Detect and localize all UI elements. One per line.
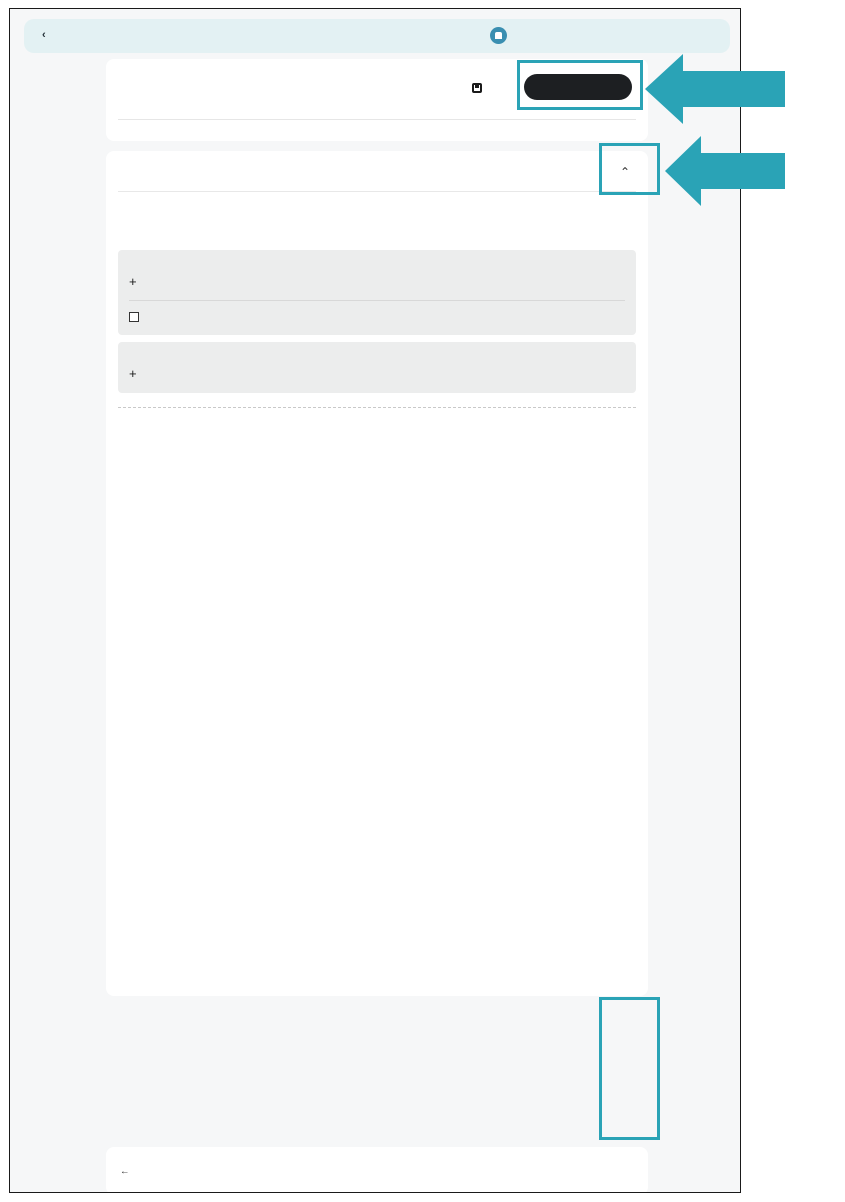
add-format-button[interactable] bbox=[129, 366, 142, 381]
submit-highlight-box bbox=[517, 60, 643, 110]
org-logo-icon bbox=[490, 27, 507, 44]
chevron-up-icon[interactable]: ⌃ bbox=[620, 165, 631, 179]
back-link[interactable] bbox=[42, 29, 52, 41]
previous-step-button[interactable] bbox=[120, 1166, 136, 1177]
dashed-divider bbox=[118, 407, 636, 408]
other-academic-content-checkbox[interactable] bbox=[129, 312, 146, 322]
collapse-highlight-box bbox=[599, 143, 660, 195]
app-window bbox=[9, 8, 741, 1193]
org-badge bbox=[490, 27, 515, 44]
divider bbox=[118, 191, 636, 192]
expand-highlight-box bbox=[599, 997, 660, 1140]
add-academic-content-button[interactable] bbox=[129, 274, 142, 289]
top-bar bbox=[24, 19, 730, 53]
format-group bbox=[118, 342, 636, 393]
chevron-left-icon: ‹ bbox=[42, 29, 46, 41]
checkbox-icon bbox=[129, 312, 139, 322]
save-button[interactable] bbox=[472, 83, 487, 93]
arrow-left-icon: ← bbox=[120, 1166, 130, 1177]
plus-icon: + bbox=[129, 366, 137, 381]
divider bbox=[129, 300, 625, 301]
footer-card bbox=[106, 1147, 648, 1193]
observation-meta bbox=[118, 119, 636, 129]
save-icon bbox=[472, 83, 482, 93]
plus-icon: + bbox=[129, 274, 137, 289]
cycle-1-panel bbox=[106, 151, 648, 996]
academic-content-group bbox=[118, 250, 636, 335]
arrow-pointer-icon bbox=[665, 136, 785, 206]
arrow-pointer-icon bbox=[645, 54, 785, 124]
